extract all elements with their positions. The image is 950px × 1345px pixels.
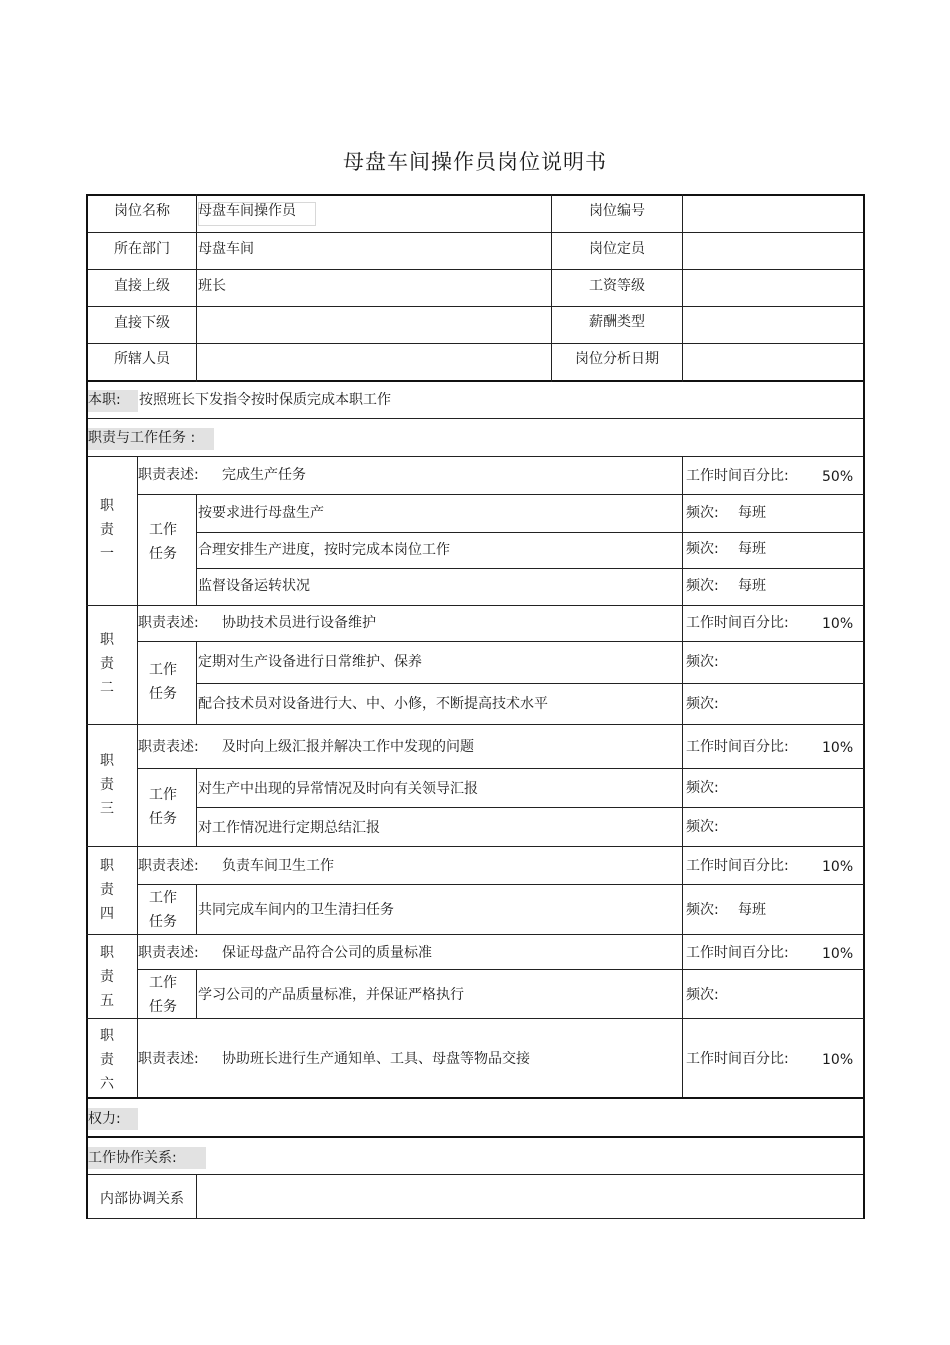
duty-5-time-prefix: 工作时间百分比: bbox=[686, 945, 789, 961]
duty-1-task-2-freq-prefix: 频次: bbox=[686, 541, 719, 557]
duty-2-task-2-freq-prefix: 频次: bbox=[686, 696, 719, 712]
value-department: 母盘车间 bbox=[198, 241, 254, 257]
duty-6-desc-prefix: 职责表述: bbox=[138, 1051, 199, 1067]
duty-5-description: 保证母盘产品符合公司的质量标准 bbox=[222, 945, 432, 961]
duty-6-name: 职 责 六 bbox=[100, 1028, 114, 1092]
duty-1-description: 完成生产任务 bbox=[222, 467, 306, 483]
duty-2-description: 协助技术员进行设备维护 bbox=[222, 615, 376, 631]
core-duty-text: 按照班长下发指令按时保质完成本职工作 bbox=[139, 392, 391, 408]
duty-4-percent: 10% bbox=[822, 859, 854, 875]
page-title: 母盘车间操作员岗位说明书 bbox=[343, 150, 607, 174]
duty-2-time-prefix: 工作时间百分比: bbox=[686, 615, 789, 631]
duty-1-percent: 50% bbox=[822, 469, 854, 485]
value-position-name: 母盘车间操作员 bbox=[198, 203, 296, 219]
duty-1-time-prefix: 工作时间百分比: bbox=[686, 468, 789, 484]
duty-1-task-3-freq: 每班 bbox=[738, 578, 766, 594]
duty-1-desc-prefix: 职责表述: bbox=[138, 467, 199, 483]
duty-3-percent: 10% bbox=[822, 740, 854, 756]
duty-3-task-2: 对工作情况进行定期总结汇报 bbox=[198, 820, 380, 836]
duty-6-description: 协助班长进行生产通知单、工具、母盘等物品交接 bbox=[222, 1051, 530, 1067]
duty-2-name: 职 责 二 bbox=[100, 632, 114, 696]
duty-4-task-label: 工作 任务 bbox=[149, 890, 177, 930]
duty-5-task-label: 工作 任务 bbox=[149, 975, 177, 1015]
duty-2-desc-prefix: 职责表述: bbox=[138, 615, 199, 631]
duties-header: 职责与工作任务 : bbox=[88, 430, 196, 446]
duty-2-task-1-freq-prefix: 频次: bbox=[686, 654, 719, 670]
duty-4-task-1-freq-prefix: 频次: bbox=[686, 902, 719, 918]
label-direct-superior: 直接上级 bbox=[114, 278, 170, 294]
duty-1-task-1: 按要求进行母盘生产 bbox=[198, 505, 324, 521]
duty-4-time-prefix: 工作时间百分比: bbox=[686, 858, 789, 874]
label-headcount: 岗位定员 bbox=[589, 241, 645, 257]
label-pay-type: 薪酬类型 bbox=[589, 314, 645, 330]
duty-4-task-1-freq: 每班 bbox=[738, 902, 766, 918]
duty-4-name: 职 责 四 bbox=[100, 858, 114, 922]
duty-6-time-prefix: 工作时间百分比: bbox=[686, 1051, 789, 1067]
label-salary-grade: 工资等级 bbox=[589, 278, 645, 294]
label-direct-subordinate: 直接下级 bbox=[114, 315, 170, 331]
label-staff: 所辖人员 bbox=[114, 351, 170, 367]
duty-2-percent: 10% bbox=[822, 616, 854, 632]
duty-2-task-1: 定期对生产设备进行日常维护、保养 bbox=[198, 654, 422, 670]
duty-1-task-2: 合理安排生产进度，按时完成本岗位工作 bbox=[198, 542, 450, 558]
duty-3-time-prefix: 工作时间百分比: bbox=[686, 739, 789, 755]
duty-1-task-label: 工作 任务 bbox=[149, 522, 177, 562]
duty-3-task-label: 工作 任务 bbox=[149, 787, 177, 827]
duty-3-task-1: 对生产中出现的异常情况及时向有关领导汇报 bbox=[198, 781, 478, 797]
authority-label: 权力: bbox=[88, 1111, 121, 1127]
duty-4-task-1: 共同完成车间内的卫生清扫任务 bbox=[198, 902, 394, 918]
duty-2-task-2: 配合技术员对设备进行大、中、小修，不断提高技术水平 bbox=[198, 696, 548, 712]
duty-5-task-1: 学习公司的产品质量标准，并保证严格执行 bbox=[198, 987, 464, 1003]
relations-label: 工作协作关系: bbox=[88, 1150, 177, 1166]
label-analysis-date: 岗位分析日期 bbox=[575, 351, 659, 367]
duty-4-description: 负责车间卫生工作 bbox=[222, 858, 334, 874]
label-position-name: 岗位名称 bbox=[114, 203, 170, 219]
duty-3-desc-prefix: 职责表述: bbox=[138, 739, 199, 755]
duty-5-desc-prefix: 职责表述: bbox=[138, 945, 199, 961]
duty-1-task-1-freq-prefix: 频次: bbox=[686, 505, 719, 521]
core-duty-label: 本职: bbox=[88, 392, 121, 408]
duty-2-task-label: 工作 任务 bbox=[149, 662, 177, 702]
duty-5-name: 职 责 五 bbox=[100, 945, 114, 1009]
duty-1-task-1-freq: 每班 bbox=[738, 505, 766, 521]
label-department: 所在部门 bbox=[114, 241, 170, 257]
duty-3-description: 及时向上级汇报并解决工作中发现的问题 bbox=[222, 739, 474, 755]
duty-1-name: 职 责 一 bbox=[100, 498, 114, 562]
duty-3-name: 职 责 三 bbox=[100, 753, 114, 817]
label-position-code: 岗位编号 bbox=[589, 203, 645, 219]
value-direct-superior: 班长 bbox=[198, 278, 226, 294]
duty-6-percent: 10% bbox=[822, 1052, 854, 1068]
duty-1-task-3-freq-prefix: 频次: bbox=[686, 578, 719, 594]
duty-3-task-1-freq-prefix: 频次: bbox=[686, 780, 719, 796]
internal-coordination-label: 内部协调关系 bbox=[100, 1191, 184, 1207]
duty-5-task-1-freq-prefix: 频次: bbox=[686, 987, 719, 1003]
duty-3-task-2-freq-prefix: 频次: bbox=[686, 819, 719, 835]
duty-1-task-3: 监督设备运转状况 bbox=[198, 578, 310, 594]
duty-4-desc-prefix: 职责表述: bbox=[138, 858, 199, 874]
duty-5-percent: 10% bbox=[822, 946, 854, 962]
duty-1-task-2-freq: 每班 bbox=[738, 541, 766, 557]
